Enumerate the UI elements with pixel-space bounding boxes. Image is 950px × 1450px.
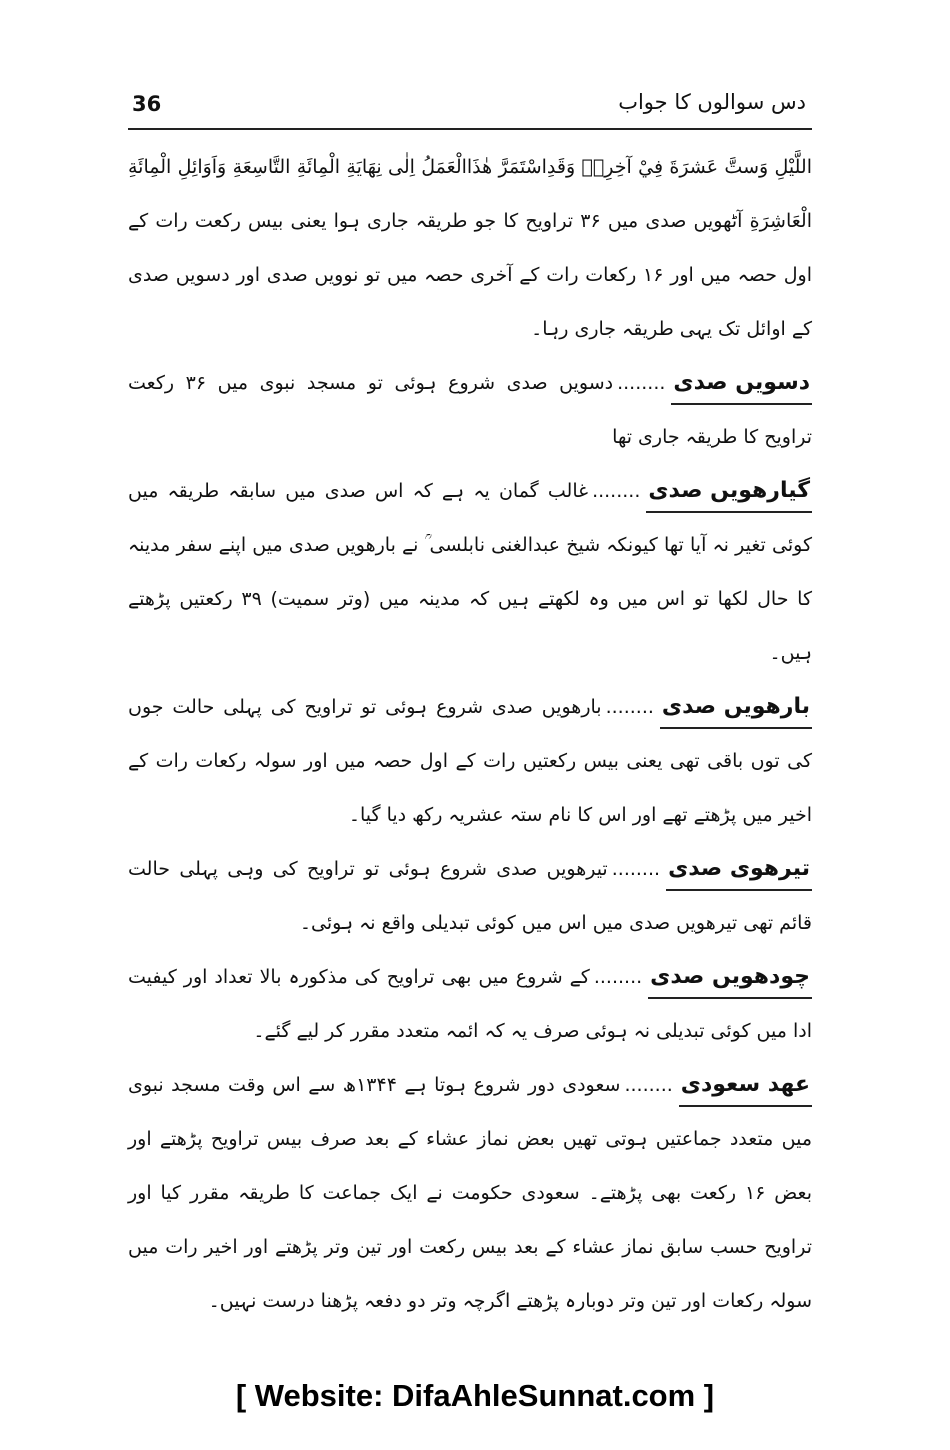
dot-separator: ........ [593, 966, 643, 988]
section-text: کے شروع میں بھی تراویح کی مذکورہ بالا تعداد اور کیفیت ادا میں کوئی تبدیلی نہ ہوئی صرف یہ کہ ائمہ متعدد مقرر کر لیے گئے۔ [128, 966, 812, 1042]
running-header [128, 88, 812, 130]
book-title: دس سوالوں کا جواب [618, 90, 806, 114]
section-text: بارھویں صدی شروع ہوئی تو تراویح کی پہلی حالت جوں کی توں باقی تھی یعنی بیس رکعتیں رات کے اول حصہ میں اور سولہ رکعات رات کے اخیر میں پڑھتے تھے اور اس کا نام ستہ عشریہ رکھ دیا گیا۔ [128, 696, 812, 826]
arabic-quote: اللَّيْلِ وَستَّ عَشرَةَ فِيْ آخِرِهٖ وَقَدِاسْتَمَرَّ هٰذَاالْعَمَلُ اِلٰى نِهَايَةِ الْمِائَةِ التَّاسِعَةِ وَاَوَائِلِ الْمِائَةِ الْعَاشِرَةِ [128, 156, 812, 232]
intro-paragraph [128, 140, 812, 356]
section-heading: گیارھویں صدی [646, 471, 812, 513]
body-text [128, 140, 812, 1328]
section-11th-century [128, 464, 812, 680]
dot-separator: ........ [624, 1074, 673, 1096]
section-saudi-era [128, 1058, 812, 1328]
website-footer: [ Website: DifaAhleSunnat.com ] [235, 1378, 715, 1413]
section-text: تیرھویں صدی شروع ہوئی تو تراویح کی وہی پہلی حالت قائم تھی تیرھویں صدی میں اس میں کوئی تبدیلی واقع نہ ہوئی۔ [128, 858, 812, 934]
section-heading: دسویں صدی [671, 363, 812, 405]
intro-urdu-text: آٹھویں صدی میں ۳۶ تراویح کا جو طریقہ جاری ہوا یعنی بیس رکعت رات کے اول حصہ میں اور ۱۶ رکعات رات کے آخری حصہ میں تو نوویں صدی اور دسویں صدی کے اوائل تک یہی طریقہ جاری رہا۔ [128, 210, 812, 340]
page-number: 36 [132, 92, 162, 116]
section-heading: تیرھوی صدی [666, 849, 812, 891]
section-12th-century [128, 680, 812, 842]
dot-separator: ........ [592, 480, 641, 502]
dot-separator: ........ [617, 372, 666, 394]
section-heading: چودھویں صدی [648, 957, 812, 999]
section-text: دسویں صدی شروع ہوئی تو مسجد نبوی میں ۳۶ رکعت تراویح کا طریقہ جاری تھا [128, 372, 812, 448]
section-text: غالب گمان یہ ہے کہ اس صدی میں سابقہ طریقہ میں کوئی تغیر نہ آیا تھا کیونکہ شیخ عبدالغنی نابلسی ؒ نے بارھویں صدی میں اپنے سفر مدینہ کا حال لکھا تو اس میں وہ لکھتے ہیں کہ مدینہ میں (وتر سمیت) ۳۹ رکعتیں پڑھتے ہیں۔ [128, 480, 812, 664]
section-10th-century [128, 356, 812, 464]
section-text: سعودی دور شروع ہوتا ہے ۱۳۴۴ھ سے اس وقت مسجد نبوی میں متعدد جماعتیں ہوتی تھیں بعض نماز عشاء کے بعد صرف بیس تراویح پڑھتے اور بعض ۱۶ رکعت بھی پڑھتے۔ سعودی حکومت نے ایک جماعت کا طریقہ مقرر کیا اور تراویح حسب سابق نماز عشاء کے بعد بیس رکعت اور تین وتر پڑھتے اور اخیر رات میں سولہ رکعات اور تین وتر دوبارہ پڑھتے اگرچہ وتر دو دفعہ پڑھنا درست نہیں۔ [128, 1074, 812, 1312]
dot-separator: ........ [611, 858, 661, 880]
section-13th-century [128, 842, 812, 950]
section-14th-century [128, 950, 812, 1058]
section-heading: بارھویں صدی [660, 687, 812, 729]
dot-separator: ........ [605, 696, 654, 718]
section-heading: عھد سعودی [679, 1065, 812, 1107]
